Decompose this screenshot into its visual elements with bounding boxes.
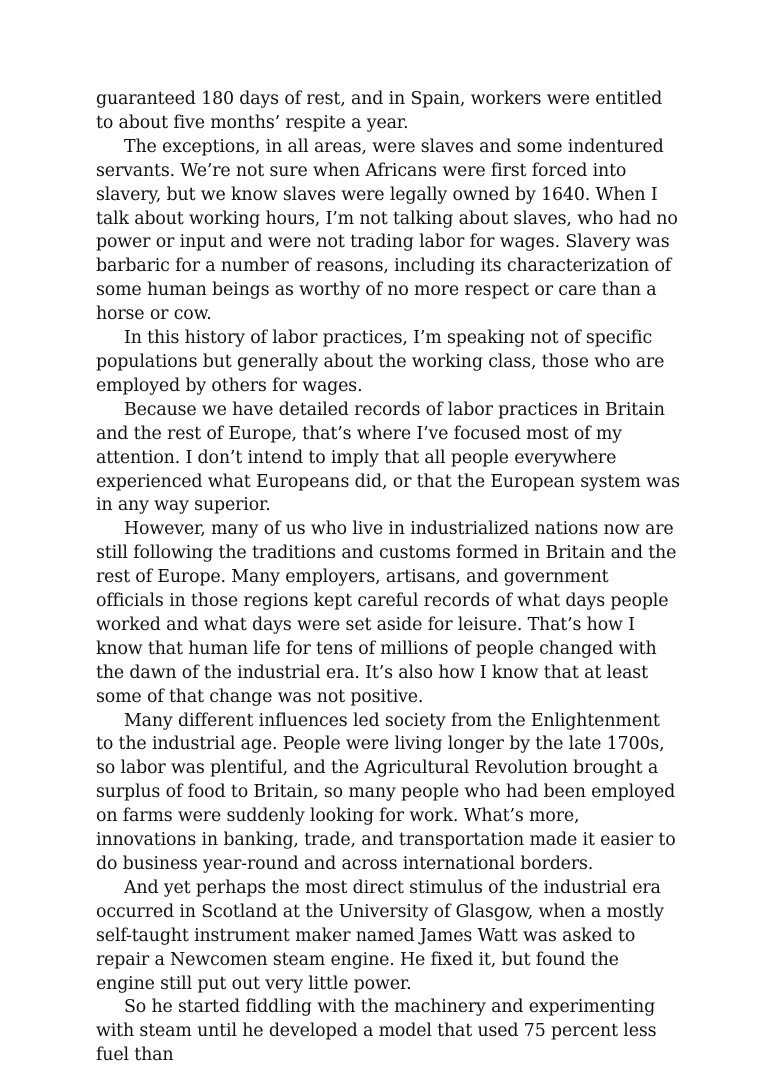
paragraph-europe-records: Because we have detailed records of labor practices in Britain and the rest of Europe, that’s where I’ve focused most of my attention. I don’t intend to imply that all people everywhere experienced what Europeans did, or that the European system was in any way superior. [96,399,680,516]
page-body [96,88,680,1068]
paragraph-james-watt: And yet perhaps the most direct stimulus of the industrial era occurred in Scotland at the University of Glasgow, when a mostly self-taught instrument maker named James Watt was asked to repair a Newcomen steam engine. He fixed it, but found the engine still put out very little power. [96,877,664,994]
paragraph-influences: Many different influences led society from the Enlightenment to the industrial age. People were living longer by the late 1700s, so labor was plentiful, and the Agricultural Revolution brought a surplus of food to Britain, so many people who had been employed on farms were suddenly looking for work. What’s more, innovations in banking, trade, and transportation made it easier to do business year-round and across international borders. [96,710,676,874]
paragraph-continued: guaranteed 180 days of rest, and in Spain, workers were entitled to about five months’ respite a year. [96,89,663,133]
paragraph-steam-experiments: So he started fiddling with the machinery and experimenting with steam until he developed a model that used 75 percent less fuel than [96,997,657,1066]
paragraph-labor-history: In this history of labor practices, I’m speaking not of specific populations but generally about the working class, those who are employed by others for wages. [96,328,665,396]
paragraph-exceptions: The exceptions, in all areas, were slaves and some indentured servants. We’re not sure when Africans were first forced into slavery, but we know slaves were legally owned by 1640. When I talk about working hours, I’m not talking about slaves, who had no power or input and were not trading labor for wages. Slavery was barbaric for a number of reasons, including its characterization of some human beings as worthy of no more respect or care than a horse or cow. [96,136,678,325]
paragraph-industrialized-nations: However, many of us who live in industrialized nations now are still following the traditions and customs formed in Britain and the rest of Europe. Many employers, artisans, and government officials in those regions kept careful records of what days people worked and what days were set aside for leisure. That’s how I know that human life for tens of millions of people changed with the dawn of the industrial era. It’s also how I know that at least some of that change was not positive. [96,519,677,707]
